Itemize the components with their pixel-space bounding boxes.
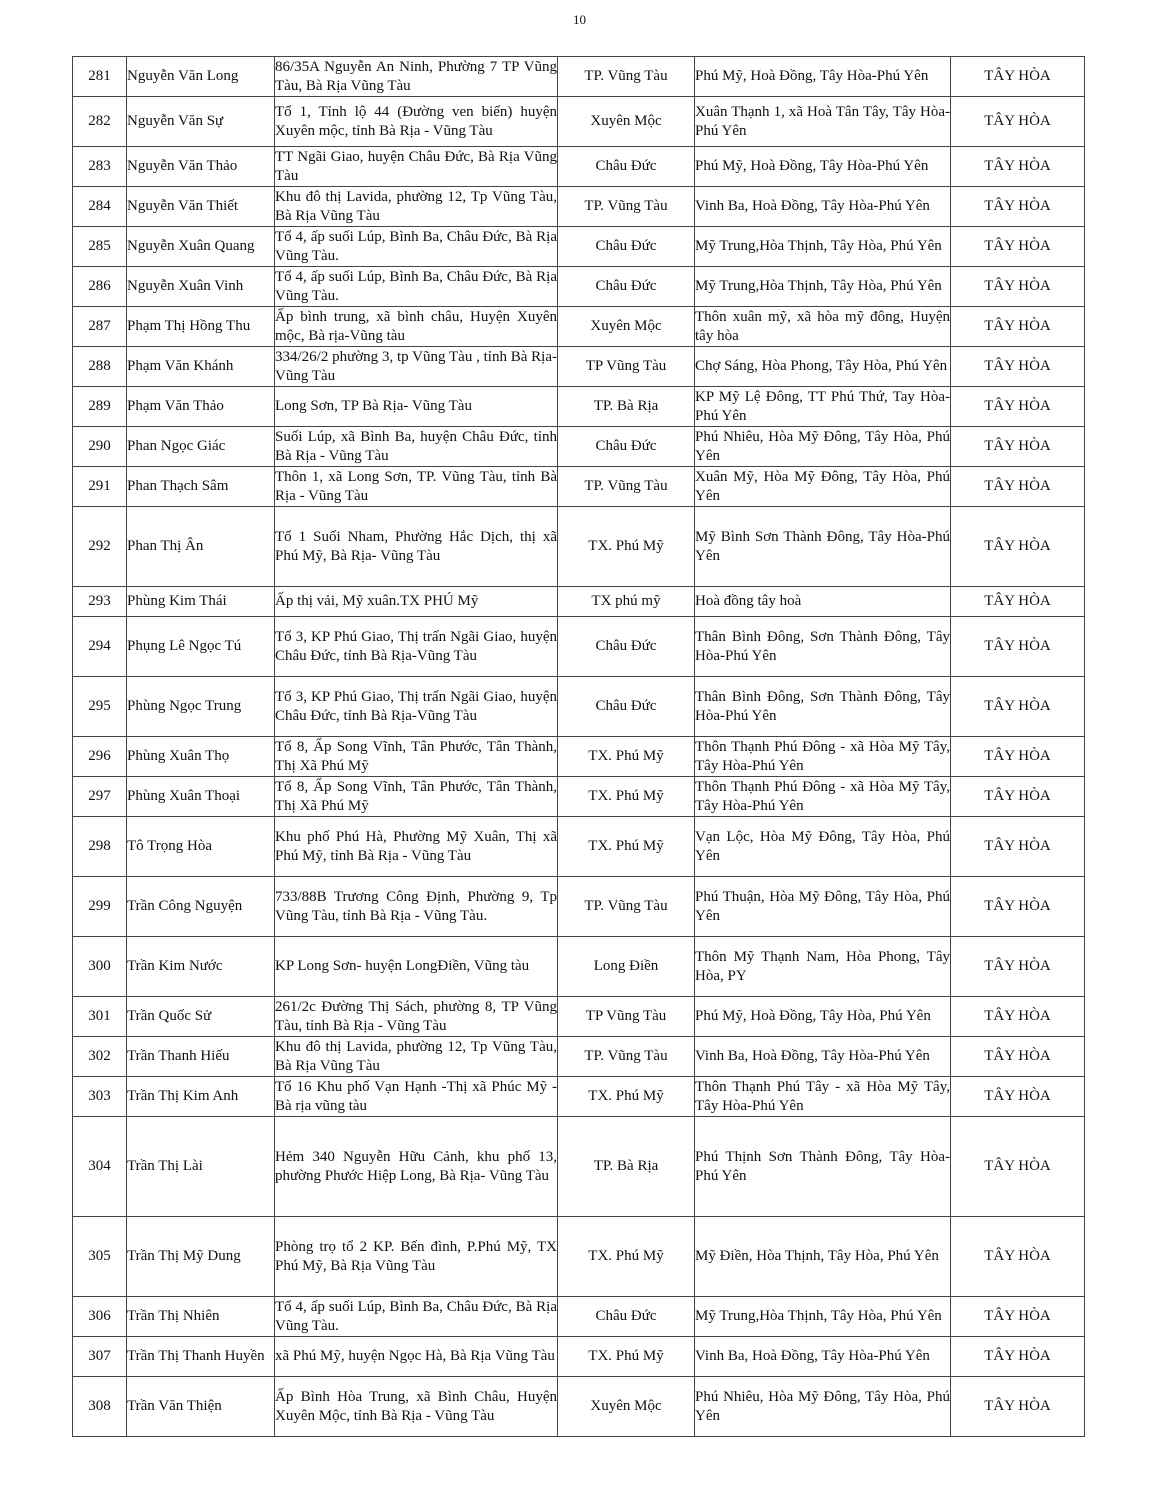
table-row [73, 617, 1085, 677]
row-number-cell: 302 [73, 1037, 127, 1077]
hometown-cell: Thôn xuân mỹ, xã hòa mỹ đông, Huyện tây hòa [695, 307, 951, 347]
group-cell: TÂY HÒA [951, 817, 1085, 877]
full-name-cell: Trần Văn Thiện [127, 1377, 275, 1437]
full-name-cell: Trần Thị Thanh Huyền [127, 1337, 275, 1377]
table-row [73, 467, 1085, 507]
row-number-cell: 283 [73, 147, 127, 187]
row-number-cell: 304 [73, 1117, 127, 1217]
full-name-cell: Trần Thị Kim Anh [127, 1077, 275, 1117]
district-cell: TX. Phú Mỹ [558, 777, 695, 817]
hometown-cell: Xuân Thạnh 1, xã Hoà Tân Tây, Tây Hòa-Phú Yên [695, 97, 951, 147]
district-cell: TP Vũng Tàu [558, 997, 695, 1037]
group-cell: TÂY HÒA [951, 147, 1085, 187]
address-cell: 261/2c Đường Thị Sách, phường 8, TP Vũng Tàu, tỉnh Bà Rịa - Vũng Tàu [275, 997, 558, 1037]
hometown-cell: Mỹ Điền, Hòa Thịnh, Tây Hòa, Phú Yên [695, 1217, 951, 1297]
full-name-cell: Trần Quốc Sử [127, 997, 275, 1037]
row-number-cell: 303 [73, 1077, 127, 1117]
full-name-cell: Phạm Văn Thảo [127, 387, 275, 427]
table-row [73, 1037, 1085, 1077]
full-name-cell: Phan Ngọc Giác [127, 427, 275, 467]
district-cell: TX. Phú Mỹ [558, 737, 695, 777]
table-body [73, 57, 1085, 1437]
district-cell: TP. Bà Rịa [558, 1117, 695, 1217]
table-row [73, 307, 1085, 347]
hometown-cell: KP Mỹ Lệ Đông, TT Phú Thứ, Tay Hòa-Phú Yên [695, 387, 951, 427]
row-number-cell: 289 [73, 387, 127, 427]
district-cell: TP. Vũng Tàu [558, 57, 695, 97]
full-name-cell: Nguyễn Xuân Quang [127, 227, 275, 267]
group-cell: TÂY HÒA [951, 1077, 1085, 1117]
address-cell: Tổ 4, ấp suối Lúp, Bình Ba, Châu Đức, Bà Rịa Vũng Tàu. [275, 227, 558, 267]
group-cell: TÂY HÒA [951, 1117, 1085, 1217]
row-number-cell: 294 [73, 617, 127, 677]
district-cell: Long Điền [558, 937, 695, 997]
address-cell: Khu đô thị Lavida, phường 12, Tp Vũng Tàu, Bà Rịa Vũng Tàu [275, 1037, 558, 1077]
group-cell: TÂY HÒA [951, 267, 1085, 307]
group-cell: TÂY HÒA [951, 1377, 1085, 1437]
full-name-cell: Trần Thị Mỹ Dung [127, 1217, 275, 1297]
district-cell: Châu Đức [558, 227, 695, 267]
row-number-cell: 307 [73, 1337, 127, 1377]
hometown-cell: Thôn Thạnh Phú Đông - xã Hòa Mỹ Tây, Tây Hòa-Phú Yên [695, 737, 951, 777]
hometown-cell: Thôn Mỹ Thạnh Nam, Hòa Phong, Tây Hòa, PY [695, 937, 951, 997]
table-row [73, 387, 1085, 427]
page-number: 10 [573, 12, 586, 27]
address-cell: Tổ 1, Tỉnh lộ 44 (Đường ven biển) huyện Xuyên mộc, tỉnh Bà Rịa - Vũng Tàu [275, 97, 558, 147]
address-cell: Tổ 1 Suối Nham, Phường Hắc Dịch, thị xã Phú Mỹ, Bà Rịa- Vũng Tàu [275, 507, 558, 587]
group-cell: TÂY HÒA [951, 777, 1085, 817]
full-name-cell: Phan Thị Ân [127, 507, 275, 587]
address-cell: Tổ 4, ấp suối Lúp, Bình Ba, Châu Đức, Bà Rịa Vũng Tàu. [275, 1297, 558, 1337]
hometown-cell: Phú Thịnh Sơn Thành Đông, Tây Hòa-Phú Yên [695, 1117, 951, 1217]
hometown-cell: Xuân Mỹ, Hòa Mỹ Đông, Tây Hòa, Phú Yên [695, 467, 951, 507]
row-number-cell: 288 [73, 347, 127, 387]
address-cell: Tổ 4, ấp suối Lúp, Bình Ba, Châu Đức, Bà Rịa Vũng Tàu. [275, 267, 558, 307]
district-cell: Châu Đức [558, 267, 695, 307]
full-name-cell: Trần Thị Nhiên [127, 1297, 275, 1337]
table-row [73, 1117, 1085, 1217]
table-row [73, 1377, 1085, 1437]
table-row [73, 777, 1085, 817]
full-name-cell: Phùng Kim Thái [127, 587, 275, 617]
hometown-cell: Mỹ Bình Sơn Thành Đông, Tây Hòa-Phú Yên [695, 507, 951, 587]
address-cell: TT Ngãi Giao, huyện Châu Đức, Bà Rịa Vũng Tàu [275, 147, 558, 187]
hometown-cell: Phú Thuận, Hòa Mỹ Đông, Tây Hòa, Phú Yên [695, 877, 951, 937]
full-name-cell: Phùng Xuân Thọ [127, 737, 275, 777]
address-cell: Tổ 16 Khu phố Vạn Hạnh -Thị xã Phúc Mỹ - Bà rịa vũng tàu [275, 1077, 558, 1117]
row-number-cell: 308 [73, 1377, 127, 1437]
hometown-cell: Phú Nhiêu, Hòa Mỹ Đông, Tây Hòa, Phú Yên [695, 1377, 951, 1437]
full-name-cell: Phùng Ngọc Trung [127, 677, 275, 737]
district-cell: TP. Vũng Tàu [558, 467, 695, 507]
full-name-cell: Nguyễn Xuân Vinh [127, 267, 275, 307]
hometown-cell: Mỹ Trung,Hòa Thịnh, Tây Hòa, Phú Yên [695, 267, 951, 307]
full-name-cell: Trần Kim Nước [127, 937, 275, 997]
table-row [73, 1217, 1085, 1297]
address-cell: 334/26/2 phường 3, tp Vũng Tàu , tỉnh Bà Rịa- Vũng Tàu [275, 347, 558, 387]
table-row [73, 587, 1085, 617]
group-cell: TÂY HÒA [951, 737, 1085, 777]
row-number-cell: 297 [73, 777, 127, 817]
row-number-cell: 291 [73, 467, 127, 507]
hometown-cell: Thôn Thạnh Phú Tây - xã Hòa Mỹ Tây, Tây Hòa-Phú Yên [695, 1077, 951, 1117]
district-cell: TP Vũng Tàu [558, 347, 695, 387]
table-row [73, 507, 1085, 587]
table-row [73, 97, 1085, 147]
address-cell: Tổ 8, Ấp Song Vĩnh, Tân Phước, Tân Thành, Thị Xã Phú Mỹ [275, 737, 558, 777]
hometown-cell: Phú Mỹ, Hoà Đồng, Tây Hòa, Phú Yên [695, 997, 951, 1037]
hometown-cell: Chợ Sáng, Hòa Phong, Tây Hòa, Phú Yên [695, 347, 951, 387]
row-number-cell: 299 [73, 877, 127, 937]
table-row [73, 737, 1085, 777]
hometown-cell: Mỹ Trung,Hòa Thịnh, Tây Hòa, Phú Yên [695, 227, 951, 267]
district-cell: TX. Phú Mỹ [558, 1077, 695, 1117]
address-cell: Suối Lúp, xã Bình Ba, huyện Châu Đức, tỉnh Bà Rịa - Vũng Tàu [275, 427, 558, 467]
group-cell: TÂY HÒA [951, 227, 1085, 267]
group-cell: TÂY HÒA [951, 677, 1085, 737]
member-table [72, 56, 1085, 1437]
address-cell: Ấp thị vải, Mỹ xuân.TX PHÚ Mỹ [275, 587, 558, 617]
hometown-cell: Phú Nhiêu, Hòa Mỹ Đông, Tây Hòa, Phú Yên [695, 427, 951, 467]
table-row [73, 427, 1085, 467]
group-cell: TÂY HÒA [951, 937, 1085, 997]
row-number-cell: 292 [73, 507, 127, 587]
full-name-cell: Phùng Xuân Thoại [127, 777, 275, 817]
district-cell: TX. Phú Mỹ [558, 1337, 695, 1377]
address-cell: Hẻm 340 Nguyễn Hữu Cảnh, khu phố 13, phường Phước Hiệp Long, Bà Rịa- Vũng Tàu [275, 1117, 558, 1217]
full-name-cell: Trần Công Nguyện [127, 877, 275, 937]
group-cell: TÂY HÒA [951, 97, 1085, 147]
district-cell: Châu Đức [558, 427, 695, 467]
hometown-cell: Phú Mỹ, Hoà Đồng, Tây Hòa-Phú Yên [695, 57, 951, 97]
table-row [73, 147, 1085, 187]
full-name-cell: Trần Thanh Hiếu [127, 1037, 275, 1077]
group-cell: TÂY HÒA [951, 877, 1085, 937]
row-number-cell: 306 [73, 1297, 127, 1337]
row-number-cell: 298 [73, 817, 127, 877]
row-number-cell: 281 [73, 57, 127, 97]
address-cell: Tổ 3, KP Phú Giao, Thị trấn Ngãi Giao, huyện Châu Đức, tỉnh Bà Rịa-Vũng Tàu [275, 617, 558, 677]
group-cell: TÂY HÒA [951, 617, 1085, 677]
hometown-cell: Thân Bình Đông, Sơn Thành Đông, Tây Hòa-Phú Yên [695, 617, 951, 677]
district-cell: Xuyên Mộc [558, 307, 695, 347]
hometown-cell: Vạn Lộc, Hòa Mỹ Đông, Tây Hòa, Phú Yên [695, 817, 951, 877]
row-number-cell: 295 [73, 677, 127, 737]
hometown-cell: Mỹ Trung,Hòa Thịnh, Tây Hòa, Phú Yên [695, 1297, 951, 1337]
table-row [73, 57, 1085, 97]
group-cell: TÂY HÒA [951, 507, 1085, 587]
hometown-cell: Phú Mỹ, Hoà Đồng, Tây Hòa-Phú Yên [695, 147, 951, 187]
hometown-cell: Vinh Ba, Hoà Đồng, Tây Hòa-Phú Yên [695, 1337, 951, 1377]
row-number-cell: 301 [73, 997, 127, 1037]
row-number-cell: 296 [73, 737, 127, 777]
district-cell: TX. Phú Mỹ [558, 1217, 695, 1297]
table-row [73, 937, 1085, 997]
row-number-cell: 293 [73, 587, 127, 617]
address-cell: Khu phố Phú Hà, Phường Mỹ Xuân, Thị xã Phú Mỹ, tỉnh Bà Rịa - Vũng Tàu [275, 817, 558, 877]
table-row [73, 227, 1085, 267]
group-cell: TÂY HÒA [951, 1217, 1085, 1297]
hometown-cell: Vinh Ba, Hoà Đồng, Tây Hòa-Phú Yên [695, 187, 951, 227]
group-cell: TÂY HÒA [951, 427, 1085, 467]
district-cell: TP. Bà Rịa [558, 387, 695, 427]
district-cell: Châu Đức [558, 1297, 695, 1337]
district-cell: Xuyên Mộc [558, 1377, 695, 1437]
address-cell: xã Phú Mỹ, huyện Ngọc Hà, Bà Rịa Vũng Tàu [275, 1337, 558, 1377]
table-row [73, 677, 1085, 737]
address-cell: KP Long Sơn- huyện LongĐiền, Vũng tàu [275, 937, 558, 997]
hometown-cell: Hoà đồng tây hoà [695, 587, 951, 617]
table-row [73, 1337, 1085, 1377]
full-name-cell: Phạm Văn Khánh [127, 347, 275, 387]
table-row [73, 877, 1085, 937]
district-cell: TX. Phú Mỹ [558, 817, 695, 877]
full-name-cell: Nguyễn Văn Sự [127, 97, 275, 147]
district-cell: TX phú mỹ [558, 587, 695, 617]
group-cell: TÂY HÒA [951, 1037, 1085, 1077]
group-cell: TÂY HÒA [951, 587, 1085, 617]
address-cell: Khu đô thị Lavida, phường 12, Tp Vũng Tàu, Bà Rịa Vũng Tàu [275, 187, 558, 227]
district-cell: TX. Phú Mỹ [558, 507, 695, 587]
table-row [73, 267, 1085, 307]
table-row [73, 1297, 1085, 1337]
full-name-cell: Nguyễn Văn Long [127, 57, 275, 97]
row-number-cell: 284 [73, 187, 127, 227]
group-cell: TÂY HÒA [951, 387, 1085, 427]
address-cell: Ấp Bình Hòa Trung, xã Bình Châu, Huyện Xuyên Mộc, tỉnh Bà Rịa - Vũng Tàu [275, 1377, 558, 1437]
group-cell: TÂY HÒA [951, 467, 1085, 507]
district-cell: Châu Đức [558, 677, 695, 737]
address-cell: Thôn 1, xã Long Sơn, TP. Vũng Tàu, tỉnh Bà Rịa - Vũng Tàu [275, 467, 558, 507]
row-number-cell: 287 [73, 307, 127, 347]
address-cell: 86/35A Nguyễn An Ninh, Phường 7 TP Vũng Tàu, Bà Rịa Vũng Tàu [275, 57, 558, 97]
group-cell: TÂY HÒA [951, 347, 1085, 387]
group-cell: TÂY HÒA [951, 57, 1085, 97]
group-cell: TÂY HÒA [951, 187, 1085, 227]
row-number-cell: 286 [73, 267, 127, 307]
district-cell: Châu Đức [558, 147, 695, 187]
full-name-cell: Tô Trọng Hòa [127, 817, 275, 877]
table-row [73, 1077, 1085, 1117]
table-row [73, 817, 1085, 877]
table-row [73, 187, 1085, 227]
district-cell: TP. Vũng Tàu [558, 877, 695, 937]
group-cell: TÂY HÒA [951, 997, 1085, 1037]
full-name-cell: Trần Thị Lài [127, 1117, 275, 1217]
group-cell: TÂY HÒA [951, 1337, 1085, 1377]
hometown-cell: Thân Bình Đông, Sơn Thành Đông, Tây Hòa-Phú Yên [695, 677, 951, 737]
full-name-cell: Nguyễn Văn Thiết [127, 187, 275, 227]
row-number-cell: 290 [73, 427, 127, 467]
hometown-cell: Thôn Thạnh Phú Đông - xã Hòa Mỹ Tây, Tây Hòa-Phú Yên [695, 777, 951, 817]
address-cell: Tổ 3, KP Phú Giao, Thị trấn Ngãi Giao, huyện Châu Đức, tỉnh Bà Rịa-Vũng Tàu [275, 677, 558, 737]
full-name-cell: Nguyễn Văn Thảo [127, 147, 275, 187]
district-cell: Xuyên Mộc [558, 97, 695, 147]
address-cell: Ấp bình trung, xã bình châu, Huyện Xuyên mộc, Bà rịa-Vũng tàu [275, 307, 558, 347]
group-cell: TÂY HÒA [951, 307, 1085, 347]
address-cell: 733/88B Trương Công Định, Phường 9, Tp Vũng Tàu, tỉnh Bà Rịa - Vũng Tàu. [275, 877, 558, 937]
address-cell: Phòng trọ tổ 2 KP. Bến đình, P.Phú Mỹ, TX Phú Mỹ, Bà Rịa Vũng Tàu [275, 1217, 558, 1297]
row-number-cell: 285 [73, 227, 127, 267]
row-number-cell: 300 [73, 937, 127, 997]
row-number-cell: 282 [73, 97, 127, 147]
group-cell: TÂY HÒA [951, 1297, 1085, 1337]
table-row [73, 347, 1085, 387]
district-cell: TP. Vũng Tàu [558, 187, 695, 227]
row-number-cell: 305 [73, 1217, 127, 1297]
district-cell: TP. Vũng Tàu [558, 1037, 695, 1077]
address-cell: Tổ 8, Ấp Song Vĩnh, Tân Phước, Tân Thành, Thị Xã Phú Mỹ [275, 777, 558, 817]
full-name-cell: Phạm Thị Hồng Thu [127, 307, 275, 347]
table-row [73, 997, 1085, 1037]
address-cell: Long Sơn, TP Bà Rịa- Vũng Tàu [275, 387, 558, 427]
district-cell: Châu Đức [558, 617, 695, 677]
full-name-cell: Phan Thạch Sâm [127, 467, 275, 507]
full-name-cell: Phụng Lê Ngọc Tú [127, 617, 275, 677]
hometown-cell: Vinh Ba, Hoà Đồng, Tây Hòa-Phú Yên [695, 1037, 951, 1077]
